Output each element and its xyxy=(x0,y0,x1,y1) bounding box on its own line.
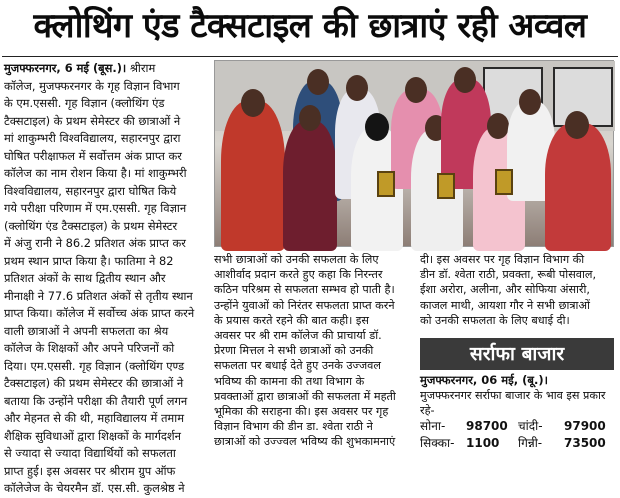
col2-line: सफलता पर बधाई देते हुए उनके उज्जवल xyxy=(214,359,381,373)
col2-line: विज्ञान विभाग की डीन डा. श्वेता राठी ने xyxy=(214,420,373,434)
col1-line: टैक्सटाइल) के प्रथम सेमेस्टर की छात्राओं ने xyxy=(4,113,181,128)
article-column-1 xyxy=(4,60,204,495)
photo-head xyxy=(307,69,329,95)
col3-line: को उनकी सफलता के लिए बधाई दी। xyxy=(420,313,570,327)
col2-line: के प्रयास करते रहने की बात कही। इस xyxy=(214,313,369,327)
headline: क्लोथिंग एंड टैक्सटाइल की छात्राएं रही अव्वल xyxy=(33,6,587,46)
rate-cell xyxy=(420,418,518,435)
col1-line: प्राप्त हुई। इस अवसर पर श्रीराम ग्रुप ऑफ xyxy=(4,463,176,478)
photo-head xyxy=(346,75,368,101)
col1-line: प्रथम स्थान प्राप्त किया है। फातिमा ने 82 xyxy=(4,253,174,268)
rate-cell xyxy=(518,435,616,452)
col2-line: छात्राओं को उज्ज्वल भविष्य की शुभकामनाएं xyxy=(214,435,396,449)
photo-head xyxy=(365,113,389,141)
article-column-3 xyxy=(420,252,616,334)
col1-line: और मेहनत से की थी, महाविद्यालय में तमाम xyxy=(4,411,185,425)
col2-line: भविष्य की कामना की तथा विभाग के xyxy=(214,374,365,388)
col2-line: आशीर्वाद प्रदान करते हुए कहा कि निरन्तर xyxy=(214,268,383,282)
col2-line: उन्होंने युवाओं को निरंतर सफलता प्राप्त करने xyxy=(214,298,395,312)
col1-line: के एम.एससी. गृह विज्ञान (क्लोथिंग एंड xyxy=(4,96,165,110)
col1-line: मां शाकुम्भरी विश्वविद्यालय, सहारनपुर द्वारा xyxy=(4,131,181,145)
dateline: मुजफ्फरनगर, 6 मई (बूस.)। xyxy=(4,61,127,75)
col1-line: प्राप्त किया। कॉलेज में सर्वोच्च अंक प्राप्त करने xyxy=(4,306,195,320)
col1-line: प्रतिशत अंकों के साथ द्वितीय स्थान और xyxy=(4,271,166,285)
col1-line: में अंजु रानी ने 86.2 प्रतिशत अंक प्राप्त कर xyxy=(4,236,186,250)
article-column-2 xyxy=(214,252,410,462)
photo-person xyxy=(283,121,337,251)
rate-cell xyxy=(518,418,616,435)
col2-line: प्रवक्ताओं द्वारा छात्राओं की सफलता में महती xyxy=(214,389,396,403)
col1-line: टैक्सटाइल) की प्रथम सेमेस्टर की छात्राओं ने xyxy=(4,376,184,390)
col1-line: कॉलेज, मुजफ्फरनगर के गृह विज्ञान विभाग xyxy=(4,78,180,93)
photo-head xyxy=(405,77,427,103)
rate-row xyxy=(420,435,616,452)
col1-line: कॉलेजेज के चेयरमैन डॉ. एस.सी. कुलश्रेष्ठ ने xyxy=(4,481,185,495)
sarafa-heading: सर्राफा बाजार xyxy=(420,338,614,370)
col1-line: शैक्षिक सुविधाओं द्वारा शिक्षकों के मार्गदर्शन xyxy=(4,428,182,443)
trophy-icon xyxy=(495,169,513,195)
col1-line: विश्वविद्यालय, सहारनपुर द्वारा घोषित किये xyxy=(4,183,177,198)
col1-line: बताया कि उन्होंने परीक्षा की तैयारी पूर्ण लगन xyxy=(4,393,188,408)
photo-head xyxy=(299,105,321,131)
col1-line: मीनाक्षी ने 77.6 प्रतिशत अंकों से तृतीय स्थान xyxy=(4,288,193,303)
rate-cell xyxy=(420,435,518,452)
col3-line: काजल माथी, आयशा गौर ने सभी छात्राओं xyxy=(420,298,590,312)
rate-label: सिक्का- xyxy=(420,436,455,450)
photo-head xyxy=(565,111,589,139)
rate-value: 97900 xyxy=(564,419,606,433)
col1-line: गये परीक्षा परिणाम में एम.एससी. गृह विज्ञान xyxy=(4,201,187,215)
col1-line: से ज्यादा से ज्यादा विद्यार्थियों को सफलता xyxy=(4,446,176,460)
photo-head xyxy=(241,89,265,117)
sarafa-box xyxy=(420,373,616,461)
trophy-icon xyxy=(437,173,455,199)
rate-value: 1100 xyxy=(466,436,500,450)
col2-line: अवसर पर श्री राम कॉलेज की प्राचार्या डॉ. xyxy=(214,329,382,343)
sarafa-intro-line: रहे- xyxy=(420,404,435,417)
headline-rule xyxy=(2,56,618,57)
col1-line: घोषित परीक्षाफल में सर्वोत्तम अंक प्राप्त कर xyxy=(4,148,182,163)
col1-line: (क्लोथिंग एंड टैक्सटाइल) के प्रथम सेमेस्टर xyxy=(4,218,178,233)
col1-line: कॉलेज का नाम रोशन किया है। मां शाकुम्भरी xyxy=(4,166,187,180)
photo-head xyxy=(487,113,509,139)
photo-head xyxy=(519,89,541,115)
col2-line: प्रेरणा मित्तल ने सभी छात्राओं को उनकी xyxy=(214,344,374,358)
col2-line: कठिन परिश्रम से सफलता सम्भव हो पाती है। xyxy=(214,283,395,297)
col1-line: कॉलेज के शिक्षकों और अपने परिजनों को xyxy=(4,341,175,355)
dateline-tail: श्रीराम xyxy=(126,61,156,75)
rate-value: 73500 xyxy=(564,436,606,450)
photo-person xyxy=(221,101,285,251)
news-photo xyxy=(214,60,614,247)
photo-person xyxy=(545,123,611,251)
rate-label: सोना- xyxy=(420,419,446,433)
col3-line: डीन डॉ. श्वेता राठी, प्रवक्ता, रूबी पोसवाल, xyxy=(420,268,597,282)
col2-line: भूमिका की सराहना की। इस अवसर पर गृह xyxy=(214,405,389,419)
rate-label: चांदी- xyxy=(518,419,543,433)
sarafa-intro-line: मुजफ्फरनगर सर्राफा बाजार के भाव इस प्रकार xyxy=(420,389,606,402)
trophy-icon xyxy=(377,171,395,197)
rate-value: 98700 xyxy=(466,419,508,433)
col1-line xyxy=(4,60,204,78)
sarafa-dateline: मुजफ्फरनगर, 06 मई, (बू.)। xyxy=(420,373,548,387)
photo-head xyxy=(454,67,476,93)
col1-line: दिया। एम.एससी. गृह विज्ञान (क्लोथिंग एण्ड xyxy=(4,358,185,373)
col2-line: सभी छात्राओं को उनकी सफलता के लिए xyxy=(214,253,379,266)
rate-row xyxy=(420,418,616,435)
rate-label: गिन्नी- xyxy=(518,436,543,450)
col1-line: वाली छात्राओं ने अपनी सफलता का श्रेय xyxy=(4,323,169,338)
col3-line: दी। इस अवसर पर गृह विज्ञान विभाग की xyxy=(420,253,585,266)
col3-line: ईशा अरोरा, अलीना, और सोफिया अंसारी, xyxy=(420,283,590,297)
